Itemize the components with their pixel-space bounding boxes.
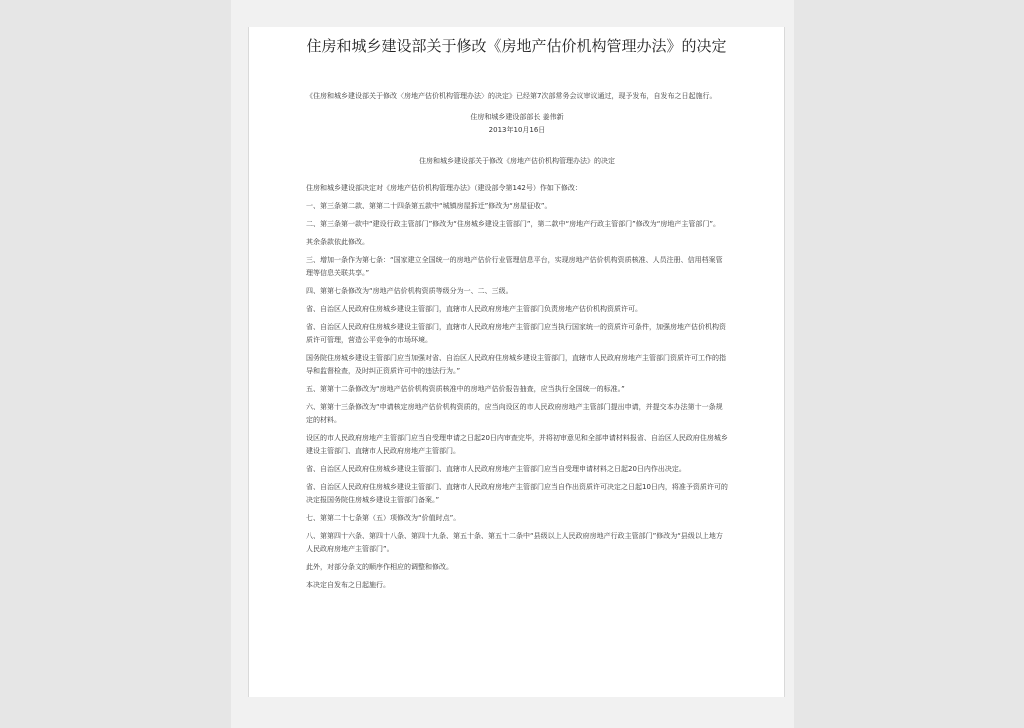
paragraph: 省、自治区人民政府住房城乡建设主管部门、直辖市人民政府房地产主管部门应当自受理申请材料之日起20日内作出决定。 [306,465,686,473]
document-title: 住房和城乡建设部关于修改《房地产估价机构管理办法》的决定 [306,37,727,55]
paragraph: 省、自治区人民政府住房城乡建设主管部门，直辖市人民政府房地产主管部门应当执行国家统一的资质许可条件，加强房地产估价机构资质许可管理，营造公平竞争的市场环境。 [306,323,726,344]
paragraph: 二、第三条第一款中“建设行政主管部门”修改为“住房城乡建设主管部门”，第二款中“房地产行政主管部门”修改为“房地产主管部门”。 [306,220,721,228]
signature-date: 2013年10月16日 [488,126,546,134]
paragraph: 此外，对部分条文的顺序作相应的调整和修改。 [306,563,453,571]
paragraph: 五、第第十二条修改为“房地产估价机构资质核准中的房地产估价报告抽查，应当执行全国统一的标准。” [306,385,625,393]
paragraph: 国务院住房城乡建设主管部门应当加强对省、自治区人民政府住房城乡建设主管部门，直辖市人民政府房地产主管部门资质许可工作的指导和监督检查，及时纠正资质许可中的违法行为。” [306,354,726,375]
paragraph: 其余条款依此修改。 [306,238,369,246]
paragraph: 住房和城乡建设部决定对《房地产估价机构管理办法》（建设部令第142号）作如下修改： [306,184,582,192]
paragraph: 一、第三条第二款、第第二十四条第五款中“城镇房屋拆迁”修改为“房屋征收”。 [306,202,552,210]
paragraph: 省、自治区人民政府住房城乡建设主管部门、直辖市人民政府房地产主管部门应当自作出资质许可决定之日起10日内，将准予资质许可的决定报国务院住房城乡建设主管部门备案。” [306,483,728,504]
document-subtitle: 住房和城乡建设部关于修改《房地产估价机构管理办法》的决定 [419,157,615,165]
signature: 住房和城乡建设部部长 姜伟新 [470,113,564,121]
paragraph: 八、第第四十六条、第四十八条、第四十九条、第五十条、第五十二条中“县级以上人民政府房地产行政主管部门”修改为“县级以上地方人民政府房地产主管部门”。 [306,532,723,553]
document-page [248,27,785,697]
intro-paragraph: 《住房和城乡建设部关于修改〈房地产估价机构管理办法〉的决定》已经第7次部常务会议审议通过，现予发布，自发布之日起施行。 [306,92,717,100]
paragraph: 省、自治区人民政府住房城乡建设主管部门，直辖市人民政府房地产主管部门负责房地产估价机构资质许可。 [306,305,642,313]
paragraph: 设区的市人民政府房地产主管部门应当自受理申请之日起20日内审查完毕，并将初审意见和全部申请材料报省、自治区人民政府住房城乡建设主管部门、直辖市人民政府房地产主管部门。 [306,434,728,455]
paragraph: 七、第第二十七条第（五）项修改为“价值时点”。 [306,514,461,522]
paragraph: 本决定自发布之日起施行。 [306,581,390,589]
paragraph: 三、增加一条作为第七条：“国家建立全国统一的房地产估价行业管理信息平台，实现房地产估价机构资质核准、人员注册、信用档案管理等信息关联共享。” [306,256,723,277]
paragraph: 四、第第七条修改为“房地产估价机构资质等级分为一、二、三级。 [306,287,513,295]
document-body [306,90,728,597]
paragraph: 六、第第十三条修改为“申请核定房地产估价机构资质的，应当向设区的市人民政府房地产主管部门提出申请，并提交本办法第十一条规定的材料。 [306,403,723,424]
